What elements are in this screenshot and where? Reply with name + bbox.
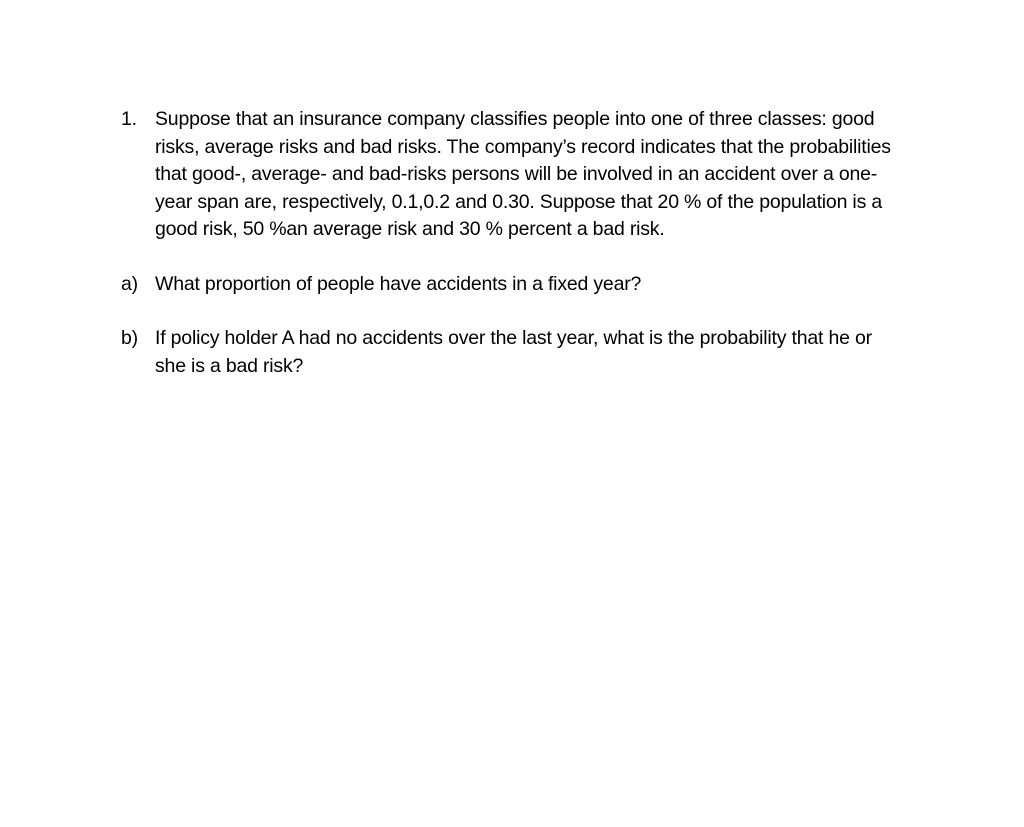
question-label: a) xyxy=(121,273,138,295)
question-line: What proportion of people have accidents in a fixed year? xyxy=(155,273,642,295)
question-line: risks, average risks and bad risks. The company’s record indicates that the probabilities xyxy=(155,135,891,158)
question-text xyxy=(155,106,961,244)
question-a xyxy=(121,271,961,299)
question-number: 1. xyxy=(121,108,137,130)
question-line: Suppose that an insurance company classifies people into one of three classes: good xyxy=(155,108,875,130)
question-1 xyxy=(121,106,961,244)
question-text xyxy=(155,325,961,380)
question-b xyxy=(121,325,961,380)
question-line: good risk, 50 %an average risk and 30 % percent a bad risk. xyxy=(155,218,665,240)
question-label: b) xyxy=(121,327,138,349)
question-line: year span are, respectively, 0.1,0.2 and 0.30. Suppose that 20 % of the population is a xyxy=(155,190,882,213)
question-line: she is a bad risk? xyxy=(155,354,304,377)
question-text xyxy=(155,271,961,299)
question-line: that good-, average- and bad-risks persons will be involved in an accident over a one- xyxy=(155,163,878,185)
question-line: If policy holder A had no accidents over the last year, what is the probability that he or xyxy=(155,327,872,349)
